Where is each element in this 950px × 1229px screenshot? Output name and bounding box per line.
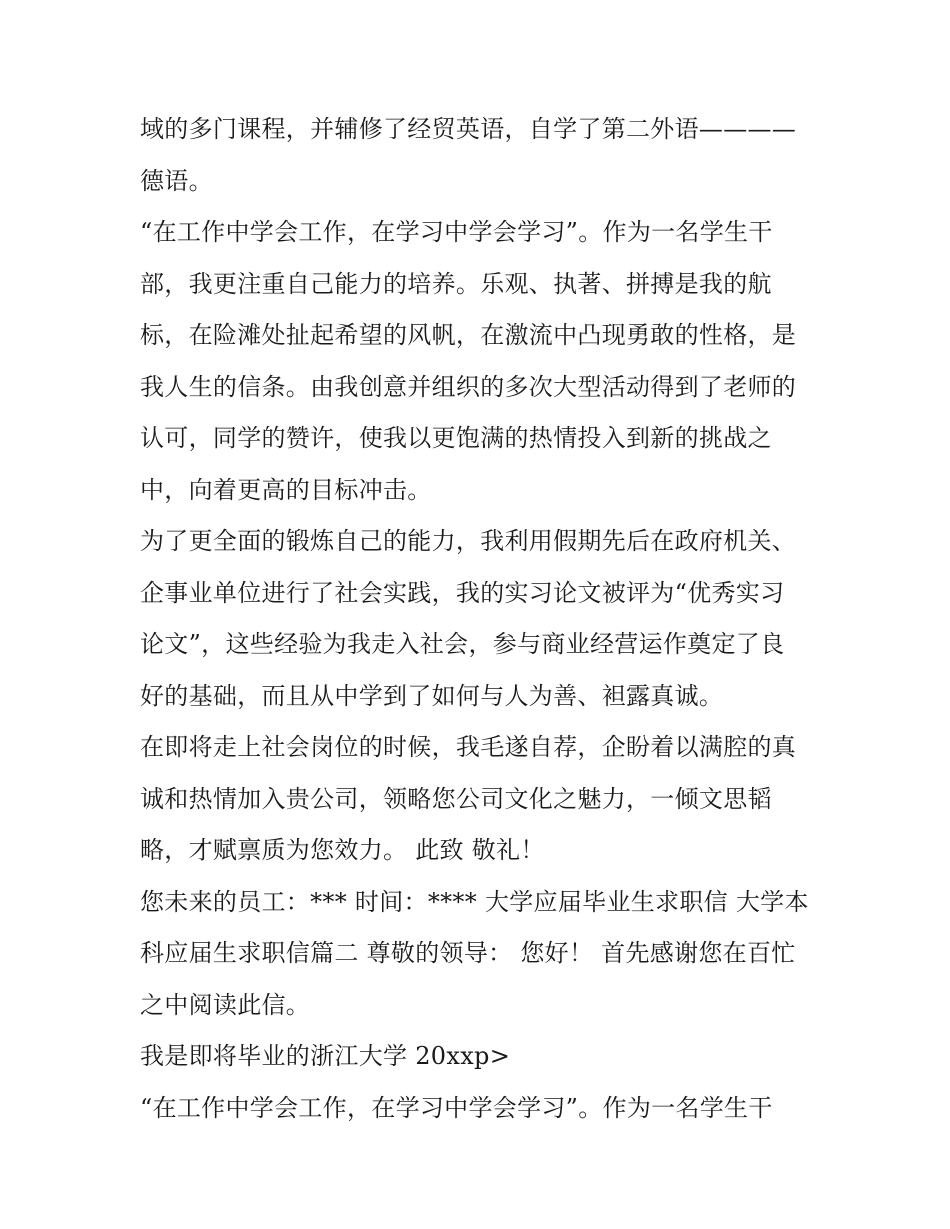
text-line-6: 我人生的信条。由我创意并组织的多次大型活动得到了老师的 xyxy=(140,372,797,401)
text-line-1: 域的多门课程，并辅修了经贸英语，自学了第二外语———— xyxy=(140,115,797,143)
text-line-14: 诚和热情加入贵公司，领略您公司文化之魅力，一倾文思韬 xyxy=(140,784,772,813)
text-line-15: 略，才赋禀质为您效力。 此致 敬礼！ xyxy=(140,836,545,864)
text-line-17: 科应届生求职信篇二 尊敬的领导： 您好！ 首先感谢您在百忙 xyxy=(140,939,796,967)
text-line-12: 好的基础，而且从中学到了如何与人为善、袒露真诚。 xyxy=(140,681,724,710)
text-line-9: 为了更全面的锻炼自己的能力，我利用假期先后在政府机关、 xyxy=(140,527,797,555)
text-line-8: 中，向着更高的目标冲击。 xyxy=(140,475,432,504)
text-line-3: “在工作中学会工作，在学习中学会学习”。作为一名学生干 xyxy=(140,218,773,246)
text-line-7: 认可，同学的赞许，使我以更饱满的热情投入到新的挑战之 xyxy=(140,424,772,452)
text-line-16: 您未来的员工：*** 时间：**** 大学应届毕业生求职信 大学本 xyxy=(140,887,809,916)
text-line-19: 我是即将毕业的浙江大学 20xxp> xyxy=(140,1042,511,1070)
text-line-11: 论文”，这些经验为我走入社会，参与商业经营运作奠定了良 xyxy=(140,630,785,658)
text-line-5: 标，在险滩处扯起希望的风帆，在激流中凸现勇敢的性格，是 xyxy=(140,321,797,349)
document-body xyxy=(140,104,830,1134)
text-line-18: 之中阅读此信。 xyxy=(140,990,311,1019)
text-line-13: 在即将走上社会岗位的时候，我毛遂自荐，企盼着以满腔的真 xyxy=(140,733,797,761)
text-line-2: 德语。 xyxy=(140,166,213,195)
text-line-20: “在工作中学会工作，在学习中学会学习”。作为一名学生干 xyxy=(140,1093,773,1122)
text-line-10: 企事业单位进行了社会实践，我的实习论文被评为“优秀实习 xyxy=(140,578,785,607)
text-line-4: 部，我更注重自己能力的培养。乐观、执著、拼搏是我的航 xyxy=(140,269,772,298)
